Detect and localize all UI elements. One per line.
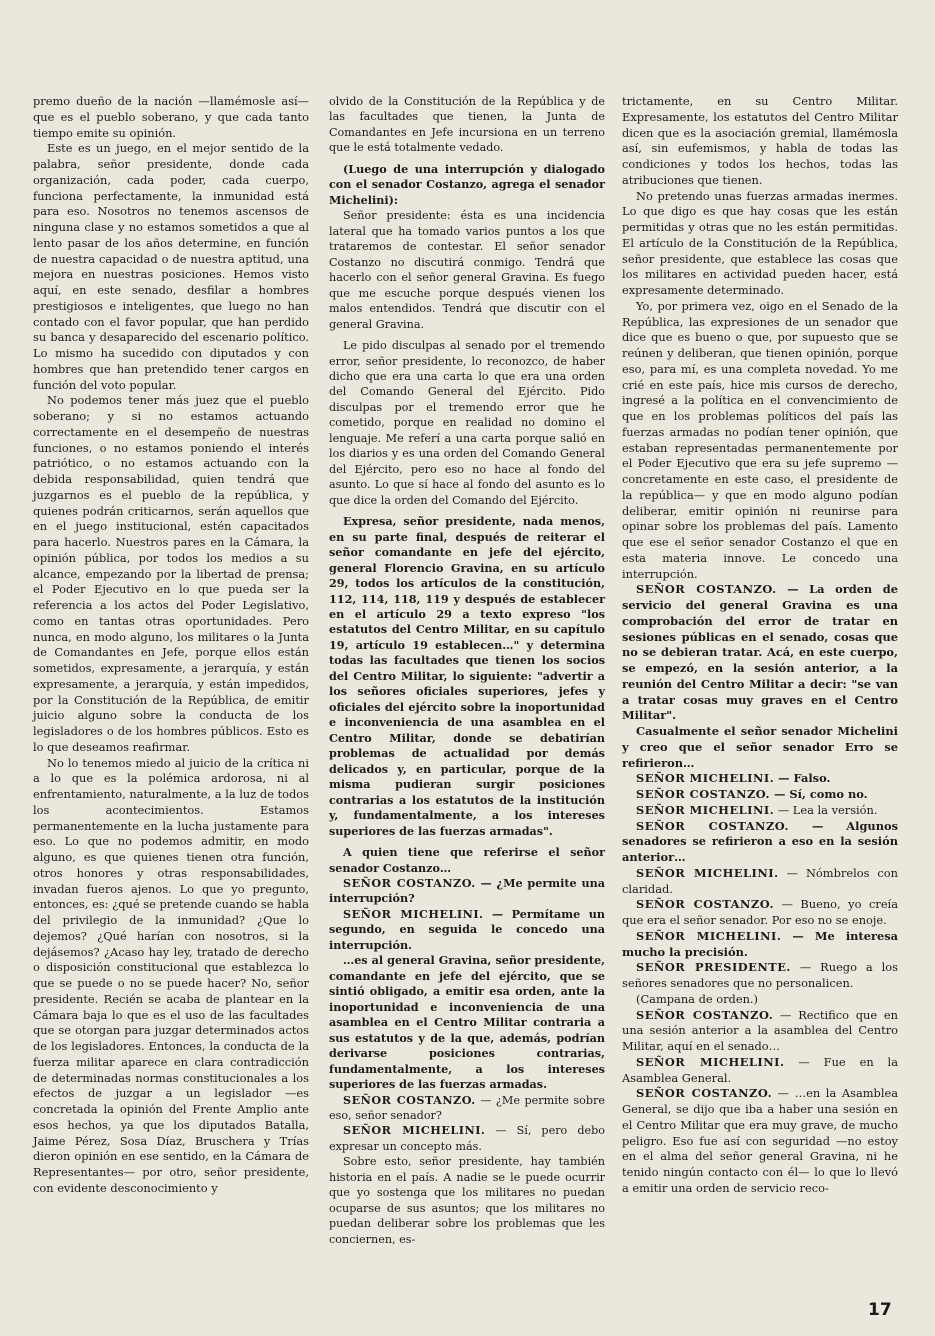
speaker-name: SEÑOR MICHELINI. bbox=[636, 1054, 785, 1069]
paragraph-text: — Fue en la Asamblea General. bbox=[622, 1054, 898, 1085]
paragraph bbox=[622, 1086, 898, 1196]
page-number: 17 bbox=[868, 1300, 892, 1320]
paragraph-text: …es al general Gravina, señor presidente, comandante en jefe del ejército, que se sintió obligado, a emitir esa orden, ante la inoportunidad e inconveniencia de una asamblea en el Centro Militar contraria a sus estatutos y de la que, además, podrían derivarse posiciones contrarias, fundamentalmente, a los intereses superiores de las fuerzas armadas. bbox=[329, 953, 605, 1092]
speaker-name: SEÑOR MICHELINI. bbox=[636, 802, 775, 817]
text-column-3 bbox=[622, 94, 898, 1197]
paragraph-text: — Permítame un segundo, en seguida le concedo una interrupción. bbox=[329, 906, 605, 952]
speaker-name: SEÑOR COSTANZO. bbox=[636, 1007, 774, 1022]
paragraph-text: A quien tiene que referirse el señor senador Costanzo… bbox=[329, 845, 605, 875]
paragraph-text: (Luego de una interrupción y dialogado con el senador Costanzo, agrega el senador Michelini): bbox=[329, 161, 605, 207]
paragraph bbox=[622, 189, 898, 299]
paragraph bbox=[329, 953, 605, 1092]
paragraph bbox=[329, 208, 605, 332]
paragraph-text: Señor presidente: ésta es una incidencia lateral que ha tomado varios puntos a los que trataremos de contestar. El señor senador Costanzo no discutirá conmigo. Tendrá que hacerlo con el señor general Gravina. Es fuego que me escuche porque después vienen los malos entendidos. Tendrá que discutir con el general Gravina. bbox=[329, 209, 605, 331]
paragraph-text: — La orden de servicio del general Gravina es una comprobación del error de tratar en sesiones públicas en el senado, cosas que no se debieran tratar. Acá, en este cuerpo, se empezó, en la sesión anterior, a la reunión del Centro Militar a decir: "se van a tratar cosas muy graves en el Centro Militar". bbox=[622, 582, 898, 723]
paragraph bbox=[622, 960, 898, 992]
paragraph bbox=[33, 393, 309, 755]
paragraph-text: — Nómbrelos con claridad. bbox=[622, 865, 898, 896]
speaker-name: SEÑOR COSTANZO. bbox=[343, 875, 476, 890]
paragraph bbox=[622, 582, 898, 724]
paragraph bbox=[622, 992, 898, 1008]
paragraph-text: Casualmente el señor senador Michelini y creo que el señor senador Erro se refirieron… bbox=[622, 724, 898, 770]
paragraph bbox=[329, 514, 605, 839]
paragraph-text: No podemos tener más juez que el pueblo soberano; y si no estamos actuando correctamente en el desempeño de nuestras funciones, o no estamos poniendo el interés patriótico, o no estamos actuando con la debida responsabilidad, quien tendrá que juzgarnos es el pueblo de la república, y quienes podrán criticarnos, serán aquellos que en el juego institucional, estén capacitados para hacerlo. Nuestros pares en la Cámara, la opinión pública, por todos los medios a su alcance, empezando por la libertad de prensa; el Poder Ejecutivo en lo que pueda ser la referencia a los actos del Poder Legislativo, como en tantas otras oportunidades. Pero nunca, en modo alguno, los militares o la Junta de Comandantes en Jefe, porque ellos están sometidos, expresamente, a jerarquía, y están expresamente, a jerarquía, y están impedidos, por la Constitución de la República, de emitir juicio alguno sobre la conducta de los legisladores o de los hombres públicos. Esto es lo que deseamos reafirmar. bbox=[33, 393, 309, 754]
paragraph-text: (Campana de orden.) bbox=[636, 991, 758, 1006]
paragraph bbox=[622, 1008, 898, 1055]
paragraph-text: olvido de la Constitución de la República y de las facultades que tienen, la Junta de Comandantes en Jefe incursiona en un terreno que le está totalmente vedado. bbox=[329, 95, 605, 155]
paragraph bbox=[329, 876, 605, 907]
paragraph-text: — …en la Asamblea General, se dijo que iba a haber una sesión en el Centro Militar que era muy grave, de mucho peligro. Eso fue así con seguridad —no estoy en el alma del señor general Gravina, ni he tenido ningún contacto con él— lo que lo llevó a emitir una orden de servicio reco- bbox=[622, 1086, 899, 1195]
paragraph bbox=[329, 1123, 605, 1154]
paragraph bbox=[33, 756, 309, 1197]
paragraph-text: — Me interesa mucho la precisión. bbox=[622, 928, 898, 959]
paragraph bbox=[622, 929, 898, 961]
paragraph bbox=[329, 1154, 605, 1247]
speaker-name: SEÑOR MICHELINI. bbox=[343, 1123, 486, 1138]
paragraph-text: — Sí, como no. bbox=[770, 787, 868, 801]
paragraph-text: — Bueno, yo creía que era el señor senador. Por eso no se enoje. bbox=[622, 897, 898, 927]
paragraph bbox=[622, 299, 898, 583]
paragraph-text: trictamente, en su Centro Militar. Expresamente, los estatutos del Centro Militar dicen que es la asociación gremial, llamémosla así, sin eufemismos, y habla de todas las condiciones y todos los hechos, todas las atribuciones que tienen. bbox=[622, 94, 898, 187]
paragraph-text: — Ruego a los señores senadores que no personalicen. bbox=[622, 960, 898, 990]
paragraph bbox=[622, 1055, 898, 1087]
paragraph bbox=[622, 724, 898, 771]
paragraph-text: — Lea la versión. bbox=[774, 802, 878, 817]
speaker-name: SEÑOR MICHELINI. bbox=[343, 906, 484, 921]
paragraph-text: — Sí, pero debo expresar un concepto más. bbox=[329, 1124, 605, 1153]
paragraph-text: — ¿Me permite una interrupción? bbox=[329, 875, 605, 906]
text-column-2 bbox=[329, 94, 605, 1247]
paragraph-text: No lo tenemos miedo al juicio de la crítica ni a lo que es la polémica ardorosa, ni al enfrentamiento, naturalmente, a la luz de todos los acontecimientos. Estamos permanentemente en la lucha justamente para eso. Lo que no podemos admitir, en modo alguno, es que quienes tienen otra función, otros honores y otras responsabilidades, invadan fueros ajenos. Lo que yo pregunto, entonces, es: ¿qué se pretende cuando se habla del privilegio de la inmunidad? ¿Que lo dejemos? ¿Qué harían con nosotros, si la dejásemos? ¿Acaso hay ley, tratado de derecho o disposición constitucional que establezca lo que se puede o no se puede hacer? No, señor presidente. Recién se acaba de plantear en la Cámara baja lo que es el uso de las facultades que se otorgan para juzgar determinados actos de los legisladores. Entonces, la conducta de la fuerza militar aparece en clara contradicción de determinadas normas constitucionales a los efectos de juzgar a un legislador —es concretada la opinión del Frente Amplio ante esos hechos, ya que los diputados Batalla, Jaime Pérez, Sosa Díaz, Bruschera y Trías dieron opinión en ese sentido, en la Cámara de Representantes— por otro, señor presidente, con evidente desconocimiento y bbox=[33, 755, 309, 1195]
paragraph bbox=[622, 771, 898, 787]
paragraph-text: — Rectifico que en una sesión anterior a la asamblea del Centro Militar, aquí en el senado… bbox=[622, 1007, 899, 1053]
paragraph bbox=[33, 94, 309, 141]
speaker-name: SEÑOR COSTANZO. bbox=[636, 582, 777, 597]
paragraph bbox=[329, 907, 605, 953]
paragraph-text: — Algunos senadores se refirieron a eso en la sesión anterior… bbox=[622, 818, 898, 864]
paragraph bbox=[329, 162, 605, 208]
paragraph bbox=[622, 787, 898, 803]
paragraph bbox=[329, 338, 605, 508]
speaker-name: SEÑOR MICHELINI. bbox=[636, 865, 779, 880]
paragraph bbox=[622, 803, 898, 819]
paragraph-text: No pretendo unas fuerzas armadas inermes. Lo que digo es que hay cosas que les están permitidas y otras que no les están permitidas. El artículo de la Constitución de la República, señor presidente, que establece las cosas que los militares en actividad pueden hacer, está expresamente determinado. bbox=[622, 188, 898, 297]
speaker-name: SEÑOR COSTANZO. bbox=[636, 818, 790, 833]
speaker-name: SEÑOR MICHELINI. bbox=[636, 771, 775, 786]
paragraph bbox=[622, 897, 898, 929]
paragraph bbox=[622, 819, 898, 866]
paragraph-text: — ¿Me permite sobre eso, señor senador? bbox=[329, 1093, 605, 1122]
paragraph-text: Este es un juego, en el mejor sentido de la palabra, señor presidente, donde cada organización, cada poder, cada cuerpo, funciona perfectamente, la inmunidad está para eso. Nosotros no tenemos ascensos de ninguna clase y no estamos sometidos a que al lento pasar de los años determine, en función de nuestra capacidad o de nuestra aptitud, una mejora en nuestras posiciones. Hemos visto aquí, en este senado, desfilar a hombres prestigiosos e inteligentes, que luego no han contado con el favor popular, que han perdido su banca y desaparecido del escenario político. Lo mismo ha sucedido con diputados y con hombres que han pretendido tener cargos en función del voto popular. bbox=[33, 141, 309, 392]
speaker-name: SEÑOR COSTANZO. bbox=[636, 787, 771, 801]
speaker-name: SEÑOR COSTANZO. bbox=[636, 897, 774, 912]
speaker-name: SEÑOR MICHELINI. bbox=[636, 928, 782, 943]
paragraph bbox=[622, 94, 898, 189]
paragraph-text: Yo, por primera vez, oigo en el Senado de la República, las expresiones de un senador que dice que es bueno o que, por supuesto que se reúnen y deliberan, que tienen opinión, porque eso, para mí, es una completa novedad. Yo me crié en este país, hice mis cursos de derecho, ingresé a la política en el convencimiento de que en los problemas políticos del país las fuerzas armadas no podían tener opinión, que estaban representadas permanentemente por el Poder Ejecutivo que era su jefe supremo —concretamente en este caso, el presidente de la república— y que en modo alguno podían deliberar, emitir opinión ni reunirse para opinar sobre los problemas del país. Lamento que ese el señor senador Costanzo el que en esta materia innove. Le concedo una interrupción. bbox=[622, 298, 898, 581]
paragraph-text: — Falso. bbox=[774, 771, 831, 786]
paragraph bbox=[33, 141, 309, 393]
speaker-name: SEÑOR COSTANZO. bbox=[636, 1086, 773, 1101]
paragraph-text: Le pido disculpas al senado por el tremendo error, señor presidente, lo reconozco, de haber dicho que era una carta lo que era una orden del Comando General del Ejército. Pido disculpas por el tremendo error que he cometido, porque en realidad no domino el lenguaje. Me referí a una carta porque salió en los diarios y es una orden del Comando General del Ejército, pero eso no hace al fondo del asunto. Lo que sí hace al fondo del asunto es lo que dice la orden del Comando del Ejército. bbox=[329, 339, 605, 507]
paragraph bbox=[622, 866, 898, 898]
paragraph-text: premo dueño de la nación —llamémosle así— que es el pueblo soberano, y que cada tanto tiempo emite su opinión. bbox=[33, 94, 309, 140]
speaker-name: SEÑOR PRESIDENTE. bbox=[636, 960, 791, 975]
paragraph-text: Sobre esto, señor presidente, hay también historia en el país. A nadie se le puede ocurrir que yo sostenga que los militares no puedan ocuparse de sus asuntos; que los militares no puedan deliberar sobre los problemas que les conciernen, es- bbox=[329, 1155, 605, 1246]
paragraph bbox=[329, 1093, 605, 1124]
paragraph bbox=[329, 94, 605, 156]
paragraph-text: Expresa, señor presidente, nada menos, en su parte final, después de reiterar el señor comandante en jefe del ejército, general Florencio Gravina, en su artículo 29, todos los artículos de la constitución, 112, 114, 118, 119 y después de establecer en el artículo 29 a texto expreso "los estatutos del Centro Militar, en su capítulo 19, artículo 19 establecen…" y determina todas las facultades que tienen los socios del Centro Militar, lo siguiente: "advertir a los señores oficiales superiores, jefes y oficiales del ejército sobre la inoportunidad e inconveniencia de una asamblea en el Centro Militar, donde se debatirían problemas de actualidad por demás delicados y, en particular, porque de la misma pudieran surgir posiciones contrarias a los estatutos de la institución y, fundamentalmente, a los intereses superiores de las fuerzas armadas". bbox=[329, 514, 605, 838]
paragraph bbox=[329, 845, 605, 876]
speaker-name: SEÑOR COSTANZO. bbox=[343, 1092, 476, 1107]
text-column-1 bbox=[33, 94, 309, 1197]
